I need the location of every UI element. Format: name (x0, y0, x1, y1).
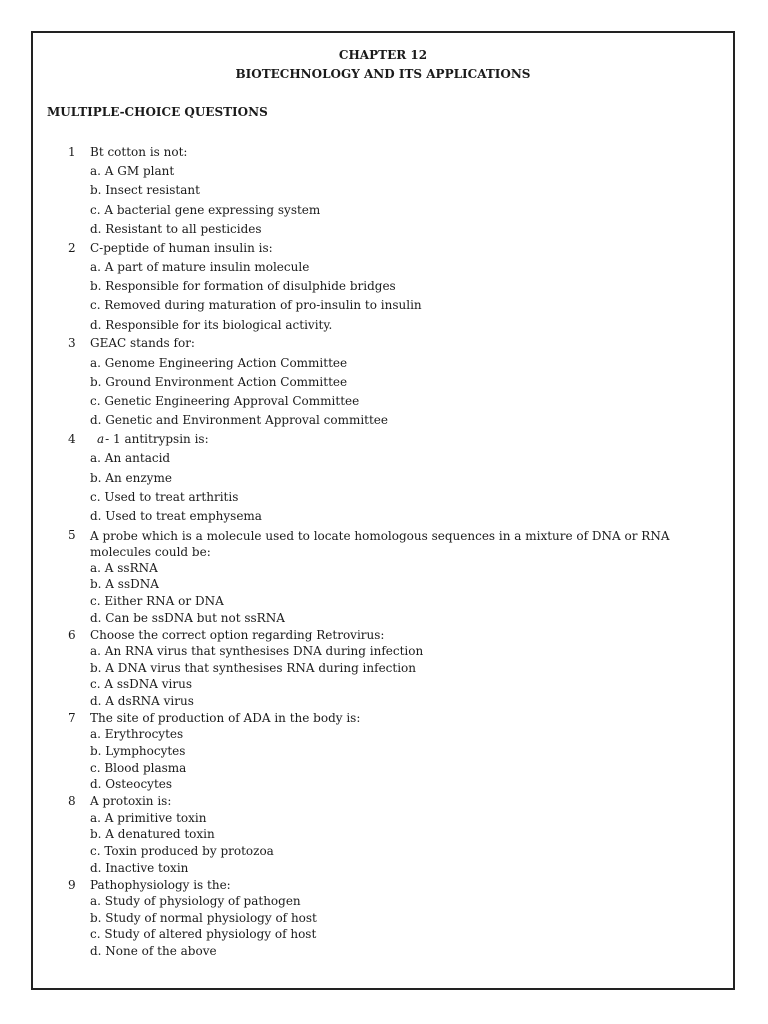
question-text-wrap (90, 432, 209, 447)
question-number: 8 (68, 794, 76, 808)
option-3d: d. Genetic and Environment Approval committee (90, 413, 389, 427)
question-text: A probe which is a molecule used to locate homologous sequences in a mixture of DNA or RNA molecules could be: (90, 529, 670, 559)
option-6b: b. A DNA virus that synthesises RNA during infection (90, 661, 417, 675)
option-4c: c. Used to treat arthritis (90, 490, 239, 504)
option-8a: a. A primitive toxin (90, 811, 207, 825)
question-number: 9 (68, 878, 76, 892)
question-number: 1 (68, 145, 76, 159)
alpha-symbol: a (97, 432, 105, 446)
question-text: The site of production of ADA in the body is: (90, 711, 361, 725)
question-number: 7 (68, 711, 76, 725)
option-3b: b. Ground Environment Action Committee (90, 375, 348, 389)
option-3c: c. Genetic Engineering Approval Committee (90, 394, 360, 408)
option-4b: b. An enzyme (90, 471, 172, 485)
option-6a: a. An RNA virus that synthesises DNA during infection (90, 644, 424, 658)
option-1a: a. A GM plant (90, 164, 175, 178)
option-9c: c. Study of altered physiology of host (90, 927, 317, 941)
section-title: MULTIPLE-CHOICE QUESTIONS (47, 105, 268, 119)
question-text: Choose the correct option regarding Retrovirus: (90, 628, 385, 642)
option-7d: d. Osteocytes (90, 777, 173, 791)
question-text: Pathophysiology is the: (90, 878, 231, 892)
option-5a: a. A ssRNA (90, 561, 158, 575)
option-4a: a. An antacid (90, 451, 171, 465)
option-6c: c. A ssDNA virus (90, 677, 192, 691)
option-8d: d. Inactive toxin (90, 861, 189, 875)
option-8b: b. A denatured toxin (90, 827, 215, 841)
question-text: Bt cotton is not: (90, 145, 188, 159)
option-5c: c. Either RNA or DNA (90, 594, 224, 608)
question-number: 5 (68, 528, 76, 542)
option-3a: a. Genome Engineering Action Committee (90, 356, 348, 370)
question-number: 3 (68, 336, 76, 350)
option-9d: d. None of the above (90, 944, 217, 958)
option-2c: c. Removed during maturation of pro-insulin to insulin (90, 298, 422, 312)
question-number: 4 (68, 432, 76, 446)
option-1d: d. Resistant to all pesticides (90, 222, 262, 236)
option-9b: b. Study of normal physiology of host (90, 911, 317, 925)
option-7b: b. Lymphocytes (90, 744, 186, 758)
option-6d: d. A dsRNA virus (90, 694, 194, 708)
option-1c: c. A bacterial gene expressing system (90, 203, 321, 217)
option-2d: d. Responsible for its biological activity. (90, 318, 333, 332)
option-9a: a. Study of physiology of pathogen (90, 894, 301, 908)
question-text: C-peptide of human insulin is: (90, 241, 273, 255)
question-number: 6 (68, 628, 76, 642)
option-2a: a. A part of mature insulin molecule (90, 260, 310, 274)
option-2b: b. Responsible for formation of disulphide bridges (90, 279, 396, 293)
option-4d: d. Used to treat emphysema (90, 509, 262, 523)
option-7a: a. Erythrocytes (90, 727, 184, 741)
question-text: - 1 antitrypsin is: (105, 432, 209, 446)
option-8c: c. Toxin produced by protozoa (90, 844, 274, 858)
question-text: GEAC stands for: (90, 336, 195, 350)
option-1b: b. Insect resistant (90, 183, 200, 197)
option-5d: d. Can be ssDNA but not ssRNA (90, 611, 285, 625)
question-text: A protoxin is: (90, 794, 172, 808)
chapter-title: BIOTECHNOLOGY AND ITS APPLICATIONS (235, 67, 531, 81)
question-number: 2 (68, 241, 76, 255)
option-5b: b. A ssDNA (90, 577, 159, 591)
page-frame (31, 31, 735, 990)
chapter-number: CHAPTER 12 (338, 48, 428, 62)
option-7c: c. Blood plasma (90, 761, 187, 775)
